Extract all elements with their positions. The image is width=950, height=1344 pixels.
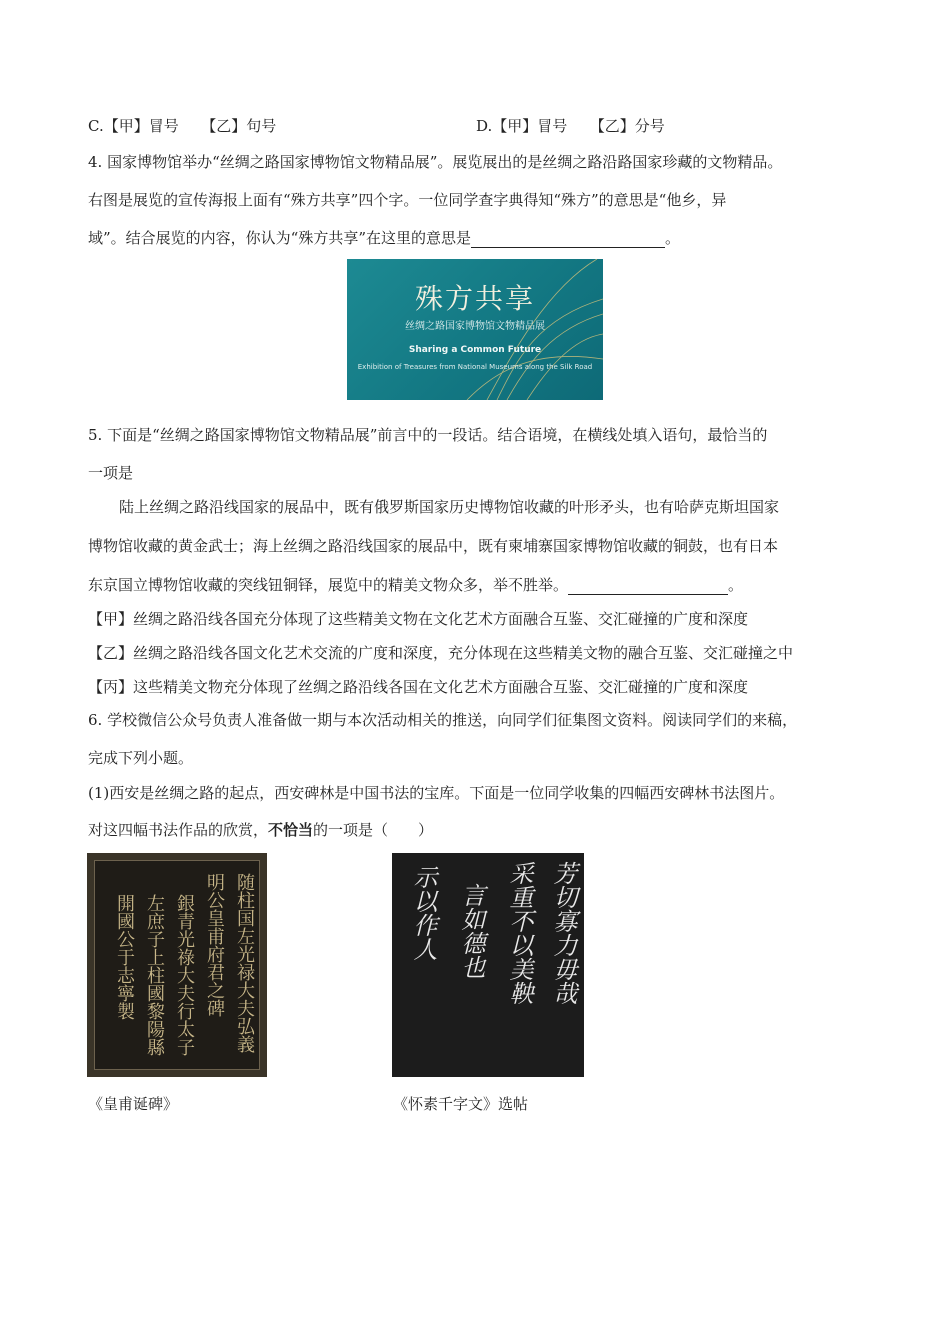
q6-sub1-line1: (1)西安是丝绸之路的起点，西安碑林是中国书法的宝库。下面是一位同学收集的四幅西安碑林书法图片。 [88,784,785,802]
option-d-text: D.【甲】冒号 【乙】分号 [476,117,665,135]
q5-paragraph-3-text: 东京国立博物馆收藏的突线钮铜铎，展览中的精美文物众多，举不胜举。 [88,576,569,594]
q5-line2: 一项是 [88,464,134,482]
rubbing-1-column: 明公皇甫府君之碑 [204,873,225,1017]
q6-line1: 6. 学校微信公众号负责人准备做一期与本次活动相关的推送，向同学们征集图文资料。阅读同学们的来稿， [88,711,798,729]
option-c [88,116,276,136]
rubbing-1-caption: 《皇甫诞碑》 [88,1095,179,1113]
q4-line1: 4. 国家博物馆举办“丝绸之路国家博物馆文物精品展”。展览展出的是丝绸之路沿路国家珍藏的文物精品。 [88,153,783,171]
q5-paragraph-1: 陆上丝绸之路沿线国家的展品中，既有俄罗斯国家历史博物馆收藏的叶形矛头，也有哈萨克斯坦国家 [119,498,780,516]
poster-subtitle: 丝绸之路国家博物馆文物精品展 [405,321,545,332]
rubbing-1-column: 銀青光祿大夫行太子 [174,894,195,1056]
q4-line3-end: 。 [665,229,681,247]
q5-line1: 5. 下面是“丝绸之路国家博物馆文物精品展”前言中的一段话。结合语境，在横线处填入语句，最恰当的 [88,426,768,444]
rubbing-2-column: 芳切寡力毋哉 [549,861,577,1005]
rubbing-2-column: 言如德也 [457,883,485,979]
option-d [476,116,665,136]
q4-line3-text: 域”。结合展览的内容，你认为“殊方共享”在这里的意思是 [88,229,472,247]
poster-title: 殊方共享 [414,282,535,315]
q5-paragraph-2: 博物馆收藏的黄金武士；海上丝绸之路沿线国家的展品中，既有柬埔寨国家博物馆收藏的铜鼓，也有日本 [88,537,779,555]
rubbing-1-column: 開國公于志寧製 [114,894,135,1020]
q5-paragraph-3-end: 。 [728,576,744,594]
option-c-text: C.【甲】冒号 【乙】句号 [88,117,277,135]
poster-english-subtitle: Exhibition of Treasures from National Museums along the Silk Road [357,363,593,371]
rubbing-2-column: 示以作人 [409,865,437,961]
q4-line2: 右图是展览的宣传海报上面有“殊方共享”四个字。一位同学查字典得知“殊方”的意思是“他乡，异 [88,191,727,209]
q6-sub1-text-b: 的一项是（ ） [313,821,434,839]
rubbing-huangfu-dan-stele [87,853,267,1077]
exhibition-poster [347,259,603,400]
q6-sub1-emphasis: 不恰当 [268,821,314,839]
q5-option-yi: 【乙】丝绸之路沿线各国文化艺术交流的广度和深度，充分体现在这些精美文物的融合互鉴、交汇碰撞之中 [88,644,794,662]
q6-sub1-text-a: 对这四幅书法作品的欣赏， [88,821,269,839]
q4-line3 [88,228,680,248]
rubbing-huaisu-thousand-character-classic [392,853,584,1077]
rubbing-1-surface [94,860,260,1070]
q6-sub1-line2 [88,820,433,840]
rubbing-1-column: 左庶子上柱國黎陽縣 [144,894,165,1056]
q5-option-jia: 【甲】丝绸之路沿线各国充分体现了这些精美文物在文化艺术方面融合互鉴、交汇碰撞的广度和深度 [88,610,749,628]
poster-english-title: Sharing a Common Future [408,345,542,355]
answer-blank[interactable] [568,578,728,595]
q6-line2: 完成下列小题。 [88,749,194,767]
rubbing-2-column: 采重不以美鞅 [505,861,533,1005]
q5-paragraph-3 [88,575,743,595]
rubbing-1-column: 随柱国左光禄大夫弘義 [234,873,255,1053]
q5-option-bing: 【丙】这些精美文物充分体现了丝绸之路沿线各国在文化艺术方面融合互鉴、交汇碰撞的广度和深度 [88,678,749,696]
rubbing-2-caption: 《怀素千字文》选帖 [393,1095,529,1113]
answer-blank[interactable] [471,231,665,248]
